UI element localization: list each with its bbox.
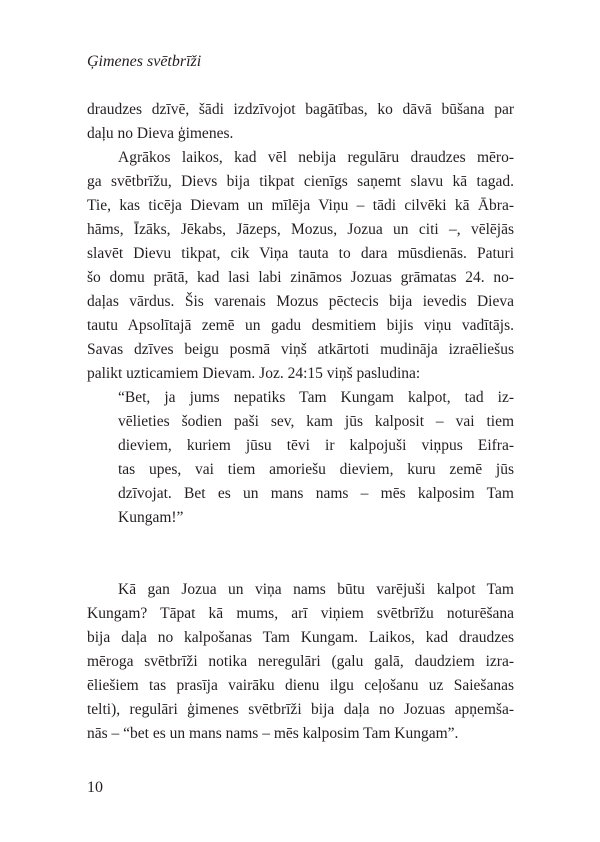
text-line: tautu Apsolītajā zemē un gadu desmitiem bijis viņu vadītājs. [87,317,514,334]
paragraph-2 [87,146,514,386]
text-line: šo domu prātā, kad lasi labi zināmos Jozuas grāmatas 24. no- [87,269,514,286]
text-line: daļu no Dieva ģimenes. [87,125,234,142]
text-line: draudzes dzīvē, šādi izdzīvojot bagātības, ko dāvā būšana par [87,101,514,118]
text-line: Tie, kas ticēja Dievam un mīlēja Viņu – tādi cilvēki kā Ābra- [87,197,514,214]
quote-line: tas upes, vai tiem amoriešu dieviem, kuru zemē jūs [118,461,514,478]
text-line: Kā gan Jozua un viņa nams būtu varējuši kalpot Tam [118,581,514,598]
text-line: palikt uzticamiem Dievam. Joz. 24:15 viņš pasludina: [87,365,421,382]
text-line: bija daļa no kalpošanas Tam Kungam. Laikos, kad draudzes [87,629,514,646]
quote-line: dzīvojat. Bet es un mans nams – mēs kalposim Tam [118,485,514,502]
paragraph-1 [87,98,514,146]
running-header: Ģimenes svētbrīži [87,53,202,70]
text-line: hāms, Īzāks, Jēkabs, Jāzeps, Mozus, Jozua un citi –, vēlējās [87,221,514,238]
text-line: Kungam? Tāpat kā mums, arī viņiem svētbrīžu noturēšana [87,605,514,622]
text-line: ga svētbrīžu, Dievs bija tikpat cienīgs saņemt slavu kā tagad. [87,173,514,190]
quote-line: “Bet, ja jums nepatiks Tam Kungam kalpot, tad iz- [118,389,514,406]
block-quote [118,386,514,530]
text-line: nās – “bet es un mans nams – mēs kalposim Tam Kungam”. [87,725,459,742]
page-number: 10 [87,779,103,796]
text-line: Agrākos laikos, kad vēl nebija regulāru draudzes mēro- [118,149,514,166]
quote-line: vēlieties šodien paši sev, kam jūs kalposit – vai tiem [118,413,514,430]
text-line: slavēt Dievu tikpat, cik Viņa tauta to dara mūsdienās. Paturi [87,245,514,262]
quote-line: Kungam!” [118,509,184,526]
text-line: telti), regulāri ģimenes svētbrīži bija daļa no Jozuas apņemša- [87,701,514,718]
quote-line: dieviem, kuriem jūsu tēvi ir kalpojuši viņpus Eifra- [118,437,514,454]
text-line: ēliešiem tas prasīja vairāku dienu ilgu ceļošanu uz Saiešanas [87,677,514,694]
text-line: daļas vārdus. Šis varenais Mozus pēctecis bija ievedis Dieva [87,293,514,310]
paragraph-3 [87,578,514,746]
text-line: mēroga svētbrīži notika neregulāri (galu galā, daudziem izra- [87,653,514,670]
text-line: Savas dzīves beigu posmā viņš atkārtoti mudināja izraēliešus [87,341,514,358]
